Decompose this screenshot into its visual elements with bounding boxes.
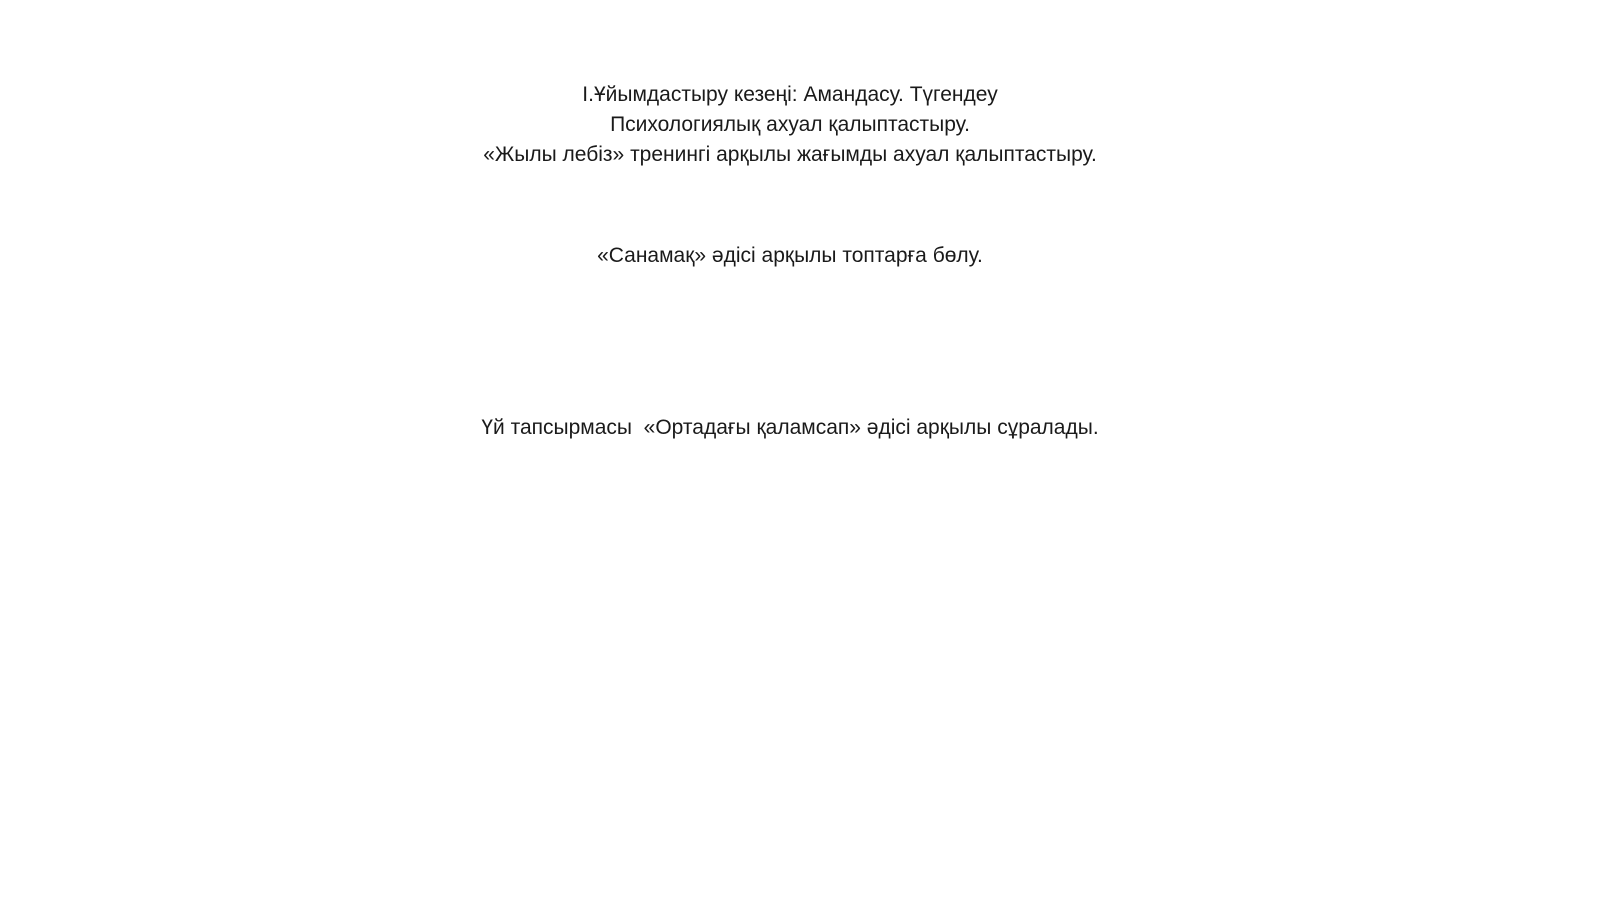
group-division-text: «Санамақ» әдісі арқылы топтарға бөлу. bbox=[597, 244, 983, 267]
psychological-mood-text: Психологиялық ахуал қалыптастыру. bbox=[610, 113, 970, 136]
homework-text: Үй тапсырмасы «Ортадағы қаламсап» әдісі арқылы сұралады. bbox=[481, 416, 1099, 439]
organization-stage-heading: І.Ұйымдастыру кезеңі: Амандасу. Түгендеу bbox=[582, 83, 998, 106]
warm-words-training-text: «Жылы лебіз» тренингі арқылы жағымды ахуал қалыптастыру. bbox=[483, 143, 1097, 166]
